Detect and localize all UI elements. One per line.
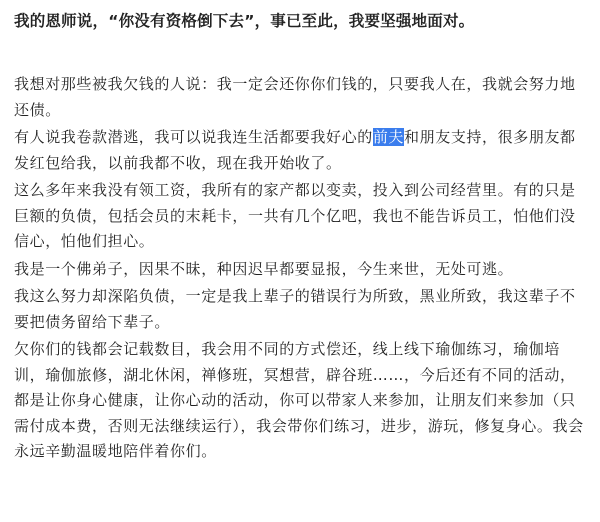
paragraph-6: 欠你们的钱都会记载数目，我会用不同的方式偿还，线上线下瑜伽练习，瑜伽培训，瑜伽旅修，湖北休闲，禅修班，冥想营，辟谷班……，今后还有不同的活动，都是让你身心健康，让你心动的活动，你可以带家人来参加，让朋友们来参加（只需付成本费，否则无法继续运行），我会带你们练习，进步，游玩，修复身心。我会永远辛勤温暖地陪伴着你们。: [14, 340, 584, 460]
paragraph-1: 我想对那些被我欠钱的人说：我一定会还你你们钱的，只要我人在，我就会努力地还债。: [14, 75, 576, 119]
spacer: [14, 34, 588, 72]
selected-text-highlight[interactable]: 前夫: [372, 128, 405, 146]
article-body: [14, 8, 588, 467]
paragraph-5: 我这么努力却深陷负债，一定是我上辈子的错误行为所致，黑业所致，我这辈子不要把债务留给下辈子。: [14, 287, 576, 331]
paragraph-4: 我是一个佛弟子，因果不昧，种因迟早都要显报，今生来世，无处可逃。: [14, 259, 514, 278]
paragraph-2: [14, 125, 588, 176]
article-heading: 我的恩师说，“你没有资格倒下去”，事已至此，我要坚强地面对。: [14, 12, 475, 30]
paragraph-3: 这么多年来我没有领工资，我所有的家产都以变卖，投入到公司经营里。有的只是巨额的负债，包括会员的末耗卡，一共有几个亿吧，我也不能告诉员工，怕他们没信心，怕他们担心。: [14, 181, 576, 250]
paragraph-2-before: 有人说我卷款潜逃，我可以说我连生活都要我好心的: [14, 128, 373, 146]
paragraph-2-after: 和朋友支持，很多朋友都发红包给我，以前我都不收，现在我开始收了。: [14, 128, 576, 172]
